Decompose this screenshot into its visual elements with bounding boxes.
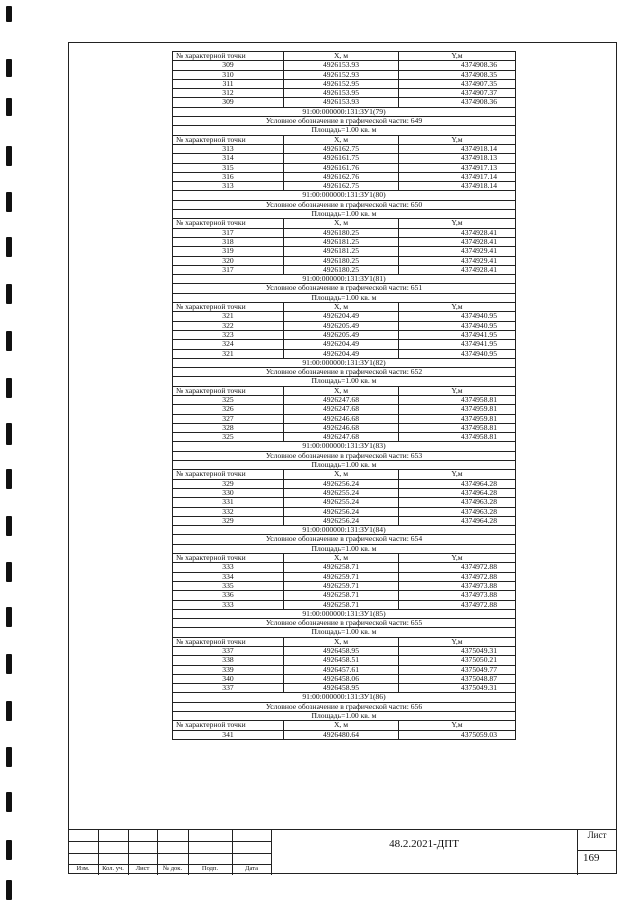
- table-row: [173, 321, 516, 330]
- x-coordinate: 4926204.49: [284, 340, 399, 349]
- y-coordinate: 4374917.13: [399, 163, 516, 172]
- parcel-info: 91:00:000000:131:ЗУ1(82): [173, 358, 516, 367]
- stamp-label-data: Дата: [245, 865, 258, 872]
- point-number: 333: [173, 600, 284, 609]
- parcel-info-row: [173, 693, 516, 702]
- parcel-info-row: [173, 284, 516, 293]
- point-number: 336: [173, 591, 284, 600]
- table-row: [173, 265, 516, 274]
- y-coordinate: 4374908.35: [399, 70, 516, 79]
- point-number: 319: [173, 247, 284, 256]
- parcel-info: Площадь=1.00 кв. м: [173, 293, 516, 302]
- x-coordinate: 4926256.24: [284, 479, 399, 488]
- x-coordinate: 4926255.24: [284, 488, 399, 497]
- y-coordinate: 4374941.95: [399, 340, 516, 349]
- table-row: [173, 61, 516, 70]
- stamp-label-izm: Изм.: [76, 865, 90, 872]
- table-row: [173, 228, 516, 237]
- parcel-info-row: [173, 107, 516, 116]
- parcel-info: 91:00:000000:131:ЗУ1(84): [173, 526, 516, 535]
- y-coordinate: 4375049.31: [399, 684, 516, 693]
- table-row: [173, 395, 516, 404]
- parcel-info-row: [173, 377, 516, 386]
- point-number: 332: [173, 507, 284, 516]
- title-block: [68, 829, 617, 875]
- y-coordinate: 4374908.36: [399, 61, 516, 70]
- x-coordinate: 4926162.75: [284, 144, 399, 153]
- table-row: [173, 89, 516, 98]
- x-coordinate: 4926152.93: [284, 70, 399, 79]
- column-header: X, м: [284, 386, 399, 395]
- table-header-row: [173, 219, 516, 228]
- column-header: X, м: [284, 52, 399, 61]
- y-coordinate: 4374907.37: [399, 89, 516, 98]
- column-header: X, м: [284, 470, 399, 479]
- point-number: 334: [173, 572, 284, 581]
- column-header: Y,м: [399, 303, 516, 312]
- point-number: 312: [173, 89, 284, 98]
- column-header: Y,м: [399, 135, 516, 144]
- parcel-info-row: [173, 293, 516, 302]
- parcel-info-row: [173, 544, 516, 553]
- x-coordinate: 4926255.24: [284, 498, 399, 507]
- y-coordinate: 4374907.35: [399, 79, 516, 88]
- point-number: 330: [173, 488, 284, 497]
- y-coordinate: 4374963.28: [399, 507, 516, 516]
- y-coordinate: 4375050.21: [399, 656, 516, 665]
- y-coordinate: 4374958.81: [399, 423, 516, 432]
- y-coordinate: 4374918.13: [399, 154, 516, 163]
- x-coordinate: 4926161.76: [284, 163, 399, 172]
- y-coordinate: 4374929.41: [399, 247, 516, 256]
- table-row: [173, 247, 516, 256]
- x-coordinate: 4926247.68: [284, 433, 399, 442]
- table-row: [173, 563, 516, 572]
- point-number: 327: [173, 414, 284, 423]
- y-coordinate: 4374918.14: [399, 144, 516, 153]
- point-number: 337: [173, 647, 284, 656]
- x-coordinate: 4926258.71: [284, 600, 399, 609]
- table-row: [173, 507, 516, 516]
- table-row: [173, 581, 516, 590]
- point-number: 333: [173, 563, 284, 572]
- parcel-info: Условное обозначение в графической части: 654: [173, 535, 516, 544]
- column-header: Y,м: [399, 554, 516, 563]
- parcel-info-row: [173, 451, 516, 460]
- parcel-info: Условное обозначение в графической части: 652: [173, 368, 516, 377]
- column-header: X, м: [284, 303, 399, 312]
- parcel-info: 91:00:000000:131:ЗУ1(80): [173, 191, 516, 200]
- x-coordinate: 4926246.68: [284, 414, 399, 423]
- y-coordinate: 4375048.87: [399, 674, 516, 683]
- table-row: [173, 572, 516, 581]
- parcel-info: Условное обозначение в графической части: 649: [173, 117, 516, 126]
- point-number: 322: [173, 321, 284, 330]
- parcel-info-row: [173, 191, 516, 200]
- column-header: Y,м: [399, 219, 516, 228]
- point-number: 340: [173, 674, 284, 683]
- sheet-number: 169: [583, 852, 600, 864]
- x-coordinate: 4926205.49: [284, 321, 399, 330]
- x-coordinate: 4926153.93: [284, 98, 399, 107]
- y-coordinate: 4374958.81: [399, 395, 516, 404]
- x-coordinate: 4926247.68: [284, 395, 399, 404]
- parcel-info-row: [173, 712, 516, 721]
- y-coordinate: 4375059.03: [399, 730, 516, 739]
- coordinates-table: [172, 51, 516, 740]
- x-coordinate: 4926181.25: [284, 237, 399, 246]
- parcel-info: Площадь=1.00 кв. м: [173, 461, 516, 470]
- table-row: [173, 730, 516, 739]
- table-row: [173, 154, 516, 163]
- column-header: Y,м: [399, 721, 516, 730]
- x-coordinate: 4926256.24: [284, 507, 399, 516]
- point-number: 313: [173, 144, 284, 153]
- table-header-row: [173, 470, 516, 479]
- point-number: 315: [173, 163, 284, 172]
- point-number: 328: [173, 423, 284, 432]
- point-number: 317: [173, 265, 284, 274]
- table-row: [173, 684, 516, 693]
- parcel-info-row: [173, 117, 516, 126]
- parcel-info: Площадь=1.00 кв. м: [173, 377, 516, 386]
- table-row: [173, 488, 516, 497]
- point-number: 321: [173, 312, 284, 321]
- table-row: [173, 349, 516, 358]
- x-coordinate: 4926204.49: [284, 312, 399, 321]
- x-coordinate: 4926162.75: [284, 182, 399, 191]
- table-row: [173, 79, 516, 88]
- column-header: X, м: [284, 135, 399, 144]
- x-coordinate: 4926458.51: [284, 656, 399, 665]
- column-header: Y,м: [399, 637, 516, 646]
- column-header: № характерной точки: [173, 721, 284, 730]
- parcel-info: Площадь=1.00 кв. м: [173, 628, 516, 637]
- parcel-info-row: [173, 526, 516, 535]
- point-number: 313: [173, 182, 284, 191]
- table-row: [173, 674, 516, 683]
- point-number: 338: [173, 656, 284, 665]
- table-row: [173, 423, 516, 432]
- y-coordinate: 4374972.88: [399, 572, 516, 581]
- x-coordinate: 4926180.25: [284, 256, 399, 265]
- table-row: [173, 144, 516, 153]
- parcel-info: 91:00:000000:131:ЗУ1(83): [173, 442, 516, 451]
- column-header: X, м: [284, 637, 399, 646]
- x-coordinate: 4926180.25: [284, 265, 399, 274]
- y-coordinate: 4374940.95: [399, 321, 516, 330]
- y-coordinate: 4375049.77: [399, 665, 516, 674]
- point-number: 329: [173, 479, 284, 488]
- point-number: 309: [173, 61, 284, 70]
- point-number: 335: [173, 581, 284, 590]
- table-row: [173, 433, 516, 442]
- parcel-info-row: [173, 126, 516, 135]
- column-header: № характерной точки: [173, 470, 284, 479]
- parcel-info-row: [173, 210, 516, 219]
- point-number: 320: [173, 256, 284, 265]
- y-coordinate: 4374959.81: [399, 414, 516, 423]
- y-coordinate: 4374928.41: [399, 265, 516, 274]
- column-header: № характерной точки: [173, 637, 284, 646]
- y-coordinate: 4374929.41: [399, 256, 516, 265]
- column-header: X, м: [284, 219, 399, 228]
- x-coordinate: 4926458.95: [284, 684, 399, 693]
- parcel-info: Площадь=1.00 кв. м: [173, 712, 516, 721]
- stamp-label-doc: № док.: [162, 865, 183, 872]
- point-number: 316: [173, 172, 284, 181]
- x-coordinate: 4926247.68: [284, 405, 399, 414]
- x-coordinate: 4926458.06: [284, 674, 399, 683]
- table-row: [173, 330, 516, 339]
- parcel-info-row: [173, 358, 516, 367]
- table-row: [173, 312, 516, 321]
- y-coordinate: 4374908.36: [399, 98, 516, 107]
- x-coordinate: 4926204.49: [284, 349, 399, 358]
- column-header: № характерной точки: [173, 303, 284, 312]
- table-header-row: [173, 386, 516, 395]
- table-header-row: [173, 554, 516, 563]
- point-number: 314: [173, 154, 284, 163]
- parcel-info: Площадь=1.00 кв. м: [173, 544, 516, 553]
- x-coordinate: 4926181.25: [284, 247, 399, 256]
- x-coordinate: 4926205.49: [284, 330, 399, 339]
- x-coordinate: 4926457.61: [284, 665, 399, 674]
- y-coordinate: 4374973.88: [399, 581, 516, 590]
- table-row: [173, 172, 516, 181]
- point-number: 321: [173, 349, 284, 358]
- column-header: № характерной точки: [173, 52, 284, 61]
- y-coordinate: 4374940.95: [399, 349, 516, 358]
- table-row: [173, 70, 516, 79]
- table-header-row: [173, 135, 516, 144]
- table-row: [173, 591, 516, 600]
- point-number: 326: [173, 405, 284, 414]
- parcel-info: Условное обозначение в графической части: 651: [173, 284, 516, 293]
- y-coordinate: 4374964.28: [399, 488, 516, 497]
- parcel-info: Условное обозначение в графической части: 653: [173, 451, 516, 460]
- point-number: 325: [173, 395, 284, 404]
- x-coordinate: 4926153.93: [284, 61, 399, 70]
- parcel-info-row: [173, 702, 516, 711]
- document-code: 48.2.2021-ДПТ: [389, 838, 459, 850]
- x-coordinate: 4926256.24: [284, 516, 399, 525]
- stamp-label-kol: Кол. уч.: [102, 865, 124, 872]
- table-row: [173, 182, 516, 191]
- column-header: № характерной точки: [173, 135, 284, 144]
- table-row: [173, 98, 516, 107]
- y-coordinate: 4374959.81: [399, 405, 516, 414]
- stamp-label-podp: Подп.: [201, 865, 219, 872]
- parcel-info: Условное обозначение в графической части: 655: [173, 619, 516, 628]
- parcel-info-row: [173, 442, 516, 451]
- y-coordinate: 4374972.88: [399, 563, 516, 572]
- y-coordinate: 4374941.95: [399, 330, 516, 339]
- y-coordinate: 4374917.14: [399, 172, 516, 181]
- column-header: X, м: [284, 721, 399, 730]
- table-row: [173, 647, 516, 656]
- table-row: [173, 516, 516, 525]
- x-coordinate: 4926480.64: [284, 730, 399, 739]
- point-number: 323: [173, 330, 284, 339]
- table-row: [173, 163, 516, 172]
- y-coordinate: 4374958.81: [399, 433, 516, 442]
- table-row: [173, 414, 516, 423]
- parcel-info-row: [173, 619, 516, 628]
- x-coordinate: 4926152.95: [284, 79, 399, 88]
- x-coordinate: 4926153.95: [284, 89, 399, 98]
- table-row: [173, 237, 516, 246]
- x-coordinate: 4926180.25: [284, 228, 399, 237]
- parcel-info: Площадь=1.00 кв. м: [173, 210, 516, 219]
- table-row: [173, 405, 516, 414]
- x-coordinate: 4926259.71: [284, 581, 399, 590]
- column-header: X, м: [284, 554, 399, 563]
- x-coordinate: 4926161.75: [284, 154, 399, 163]
- table-header-row: [173, 52, 516, 61]
- parcel-info-row: [173, 200, 516, 209]
- point-number: 329: [173, 516, 284, 525]
- parcel-info: Условное обозначение в графической части: 656: [173, 702, 516, 711]
- point-number: 339: [173, 665, 284, 674]
- x-coordinate: 4926458.95: [284, 647, 399, 656]
- table-row: [173, 656, 516, 665]
- x-coordinate: 4926259.71: [284, 572, 399, 581]
- parcel-info: Условное обозначение в графической части: 650: [173, 200, 516, 209]
- table-header-row: [173, 637, 516, 646]
- table-row: [173, 600, 516, 609]
- parcel-info: 91:00:000000:131:ЗУ1(79): [173, 107, 516, 116]
- parcel-info: 91:00:000000:131:ЗУ1(81): [173, 275, 516, 284]
- y-coordinate: 4374940.95: [399, 312, 516, 321]
- parcel-info-row: [173, 275, 516, 284]
- point-number: 309: [173, 98, 284, 107]
- column-header: Y,м: [399, 52, 516, 61]
- column-header: № характерной точки: [173, 219, 284, 228]
- parcel-info: Площадь=1.00 кв. м: [173, 126, 516, 135]
- y-coordinate: 4374964.28: [399, 516, 516, 525]
- column-header: Y,м: [399, 470, 516, 479]
- column-header: № характерной точки: [173, 554, 284, 563]
- x-coordinate: 4926258.71: [284, 563, 399, 572]
- point-number: 310: [173, 70, 284, 79]
- table-row: [173, 479, 516, 488]
- y-coordinate: 4374928.41: [399, 228, 516, 237]
- y-coordinate: 4374918.14: [399, 182, 516, 191]
- column-header: Y,м: [399, 386, 516, 395]
- parcel-info-row: [173, 368, 516, 377]
- table-header-row: [173, 303, 516, 312]
- parcel-info-row: [173, 461, 516, 470]
- sheet-label: Лист: [587, 830, 607, 840]
- table-header-row: [173, 721, 516, 730]
- table-row: [173, 340, 516, 349]
- y-coordinate: 4374973.88: [399, 591, 516, 600]
- parcel-info: 91:00:000000:131:ЗУ1(85): [173, 609, 516, 618]
- point-number: 325: [173, 433, 284, 442]
- point-number: 317: [173, 228, 284, 237]
- x-coordinate: 4926246.68: [284, 423, 399, 432]
- table-row: [173, 665, 516, 674]
- point-number: 337: [173, 684, 284, 693]
- parcel-info-row: [173, 609, 516, 618]
- parcel-info-row: [173, 628, 516, 637]
- y-coordinate: 4374963.28: [399, 498, 516, 507]
- x-coordinate: 4926162.76: [284, 172, 399, 181]
- point-number: 341: [173, 730, 284, 739]
- y-coordinate: 4374972.88: [399, 600, 516, 609]
- point-number: 324: [173, 340, 284, 349]
- point-number: 311: [173, 79, 284, 88]
- parcel-info-row: [173, 535, 516, 544]
- stamp-label-list: Лист: [135, 865, 150, 872]
- point-number: 318: [173, 237, 284, 246]
- y-coordinate: 4374928.41: [399, 237, 516, 246]
- table-row: [173, 498, 516, 507]
- point-number: 331: [173, 498, 284, 507]
- column-header: № характерной точки: [173, 386, 284, 395]
- parcel-info: 91:00:000000:131:ЗУ1(86): [173, 693, 516, 702]
- y-coordinate: 4374964.28: [399, 479, 516, 488]
- x-coordinate: 4926258.71: [284, 591, 399, 600]
- y-coordinate: 4375049.31: [399, 647, 516, 656]
- table-row: [173, 256, 516, 265]
